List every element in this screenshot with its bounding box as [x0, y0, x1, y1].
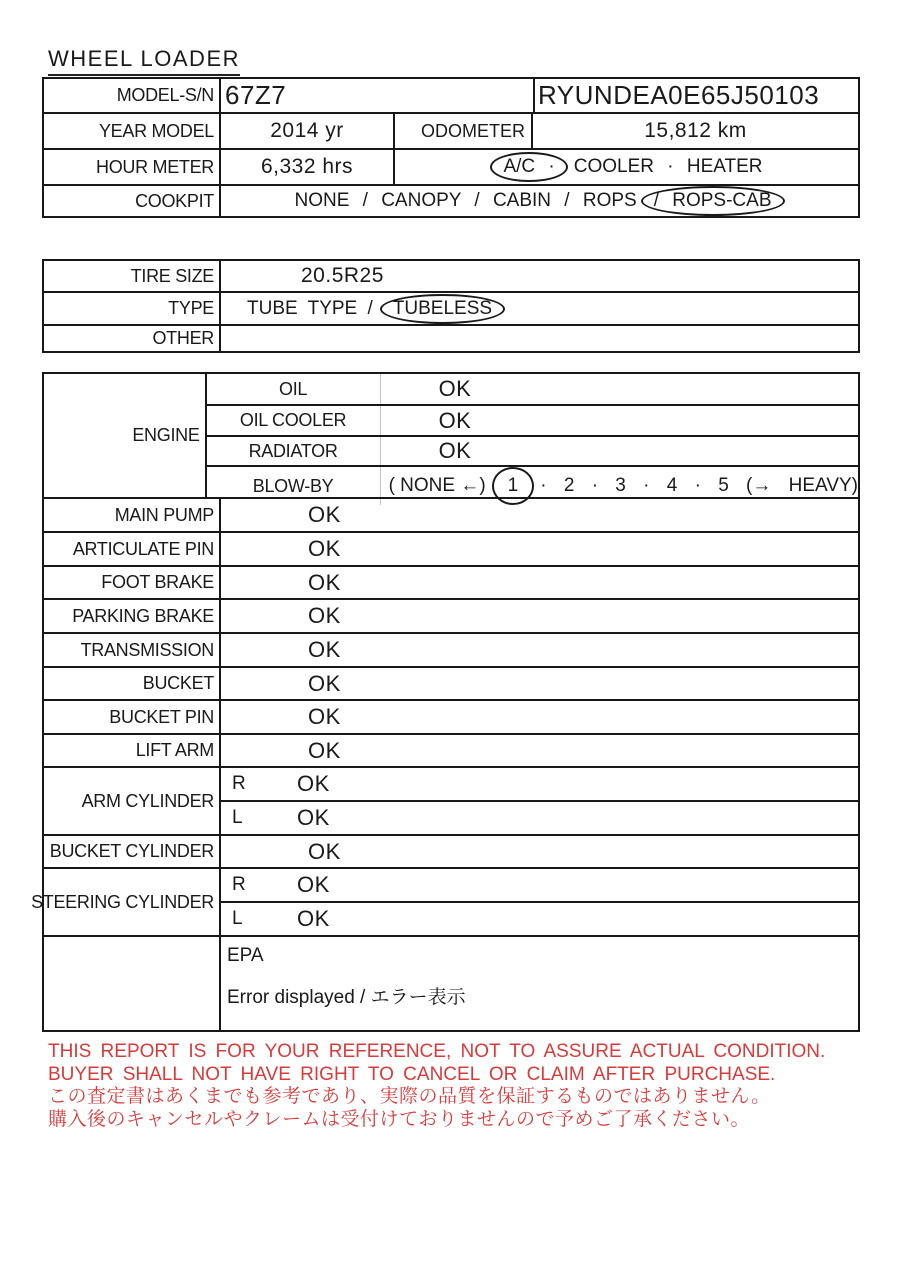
disclaimer-line-4: 購入後のキャンセルやクレームは受付けておりませんので予めご了承ください。: [48, 1108, 751, 1130]
engine-radiator-label: RADIATOR: [207, 437, 381, 465]
tire-type-row: [44, 291, 858, 324]
tire-other-value: [221, 326, 858, 351]
model-sn-row: [44, 79, 858, 112]
arm-cylinder-label: ARM CYLINDER: [44, 768, 221, 834]
articulate-pin-value: OK: [308, 536, 341, 561]
tire-other-row: [44, 324, 858, 351]
hour-meter-label: HOUR METER: [44, 150, 221, 184]
tire-size-row: [44, 261, 858, 291]
odometer-value: 15,812 km: [644, 119, 747, 142]
engine-blowby-label: BLOW-BY: [207, 467, 381, 505]
arm-cylinder-right-side: R: [232, 773, 246, 794]
inspection-table: [31, 372, 860, 1032]
ac-cooler-heater-options: [395, 150, 858, 184]
arm-cylinder-left-value: OK: [297, 805, 330, 830]
notes-label-empty: [44, 937, 221, 1030]
notes-row: [44, 935, 858, 1030]
articulate-pin-label: ARTICULATE PIN: [44, 533, 221, 565]
notes-line-epa: EPA: [227, 945, 264, 966]
bucket-pin-label: BUCKET PIN: [44, 701, 221, 733]
ac-options-rest: COOLER · HEATER: [573, 156, 763, 177]
engine-radiator-value: OK: [438, 438, 472, 463]
cockpit-label: COOKPIT: [44, 186, 221, 216]
tire-size-value: 20.5R25: [301, 264, 384, 287]
tire-type-value: [221, 293, 858, 324]
header-table: [42, 77, 860, 218]
bucket-row: [44, 666, 858, 699]
bucket-value: OK: [308, 670, 341, 696]
engine-label: ENGINE: [44, 374, 207, 497]
engine-oil-value: OK: [438, 376, 472, 401]
disclaimer-line-3: この査定書はあくまでも参考であり、実際の品質を保証するものではありません。: [48, 1086, 771, 1107]
steering-cylinder-label: STEERING CYLINDER: [44, 869, 221, 935]
cockpit-row: [44, 184, 858, 216]
year-odometer-row: [44, 112, 858, 148]
ac-selected-circle-mark: A/C ·: [490, 152, 567, 182]
articulate-pin-row: [44, 531, 858, 565]
lift-arm-row: [44, 733, 858, 766]
engine-oil-label: OIL: [207, 374, 381, 404]
page-title: WHEEL LOADER: [48, 46, 240, 76]
engine-section: [44, 374, 858, 497]
steering-cylinder-section: [31, 867, 858, 935]
bucket-cylinder-value: OK: [308, 838, 341, 864]
transmission-row: [44, 632, 858, 666]
serial-number-value: RYUNDEA0E65J50103: [538, 80, 820, 110]
foot-brake-row: [44, 565, 858, 598]
arm-cylinder-right-row: [221, 768, 858, 800]
parking-brake-value: OK: [308, 603, 341, 628]
model-value: 67Z7: [221, 79, 535, 112]
lift-arm-label: LIFT ARM: [44, 735, 221, 766]
steering-cylinder-left-value: OK: [297, 906, 330, 931]
disclaimer-line-2: BUYER SHALL NOT HAVE RIGHT TO CANCEL OR CLAIM AFTER PURCHASE.: [48, 1063, 776, 1085]
year-model-label: YEAR MODEL: [44, 114, 221, 148]
arm-cylinder-left-side: L: [232, 807, 243, 828]
bucket-cylinder-label: BUCKET CYLINDER: [44, 836, 221, 867]
bucket-label: BUCKET: [44, 668, 221, 699]
hour-meter-row: [44, 148, 858, 184]
engine-oil-cooler-row: [207, 404, 858, 435]
hour-meter-value: 6,332 hrs: [221, 150, 395, 184]
steering-cylinder-left-row: [221, 901, 858, 935]
tire-type-label: TYPE: [44, 293, 221, 324]
engine-radiator-row: [207, 435, 858, 465]
bucket-pin-value: OK: [308, 704, 341, 729]
year-model-value: 2014 yr: [221, 114, 395, 148]
model-sn-label: MODEL-S/N: [44, 79, 221, 112]
bucket-pin-row: [44, 699, 858, 733]
steering-cylinder-right-value: OK: [297, 872, 330, 897]
arm-cylinder-section: [44, 766, 858, 834]
parking-brake-label: PARKING BRAKE: [44, 600, 221, 632]
cockpit-options-list: NONE / CANOPY / CABIN / ROPS: [294, 190, 637, 211]
blow-by-none-label: ( NONE ←): [388, 475, 486, 496]
tube-type-option: TUBE TYPE /: [247, 297, 373, 319]
tire-other-label: OTHER: [44, 326, 221, 351]
cockpit-selected-circle-mark: / ROPS-CAB: [641, 186, 785, 216]
engine-oil-cooler-label: OIL COOLER: [207, 406, 381, 435]
main-pump-row: [44, 497, 858, 531]
disclaimer-text: [48, 1041, 825, 1131]
transmission-label: TRANSMISSION: [44, 634, 221, 666]
bucket-cylinder-row: [44, 834, 858, 867]
main-pump-value: OK: [308, 502, 341, 527]
notes-cell: [221, 937, 858, 1030]
parking-brake-row: [44, 598, 858, 632]
engine-oil-row: [207, 374, 858, 404]
cockpit-options: [221, 186, 858, 216]
tubeless-selected-circle-mark: TUBELESS: [380, 294, 505, 324]
tire-size-label: TIRE SIZE: [44, 261, 221, 291]
engine-oil-cooler-value: OK: [438, 407, 472, 433]
steering-cylinder-left-side: L: [232, 908, 243, 929]
arm-cylinder-left-row: [221, 800, 858, 834]
notes-line-error: Error displayed / エラー表示: [227, 987, 466, 1008]
transmission-value: OK: [308, 637, 341, 662]
lift-arm-value: OK: [308, 737, 341, 763]
foot-brake-label: FOOT BRAKE: [44, 567, 221, 598]
foot-brake-value: OK: [308, 569, 341, 595]
odometer-label: ODOMETER: [395, 114, 533, 148]
arm-cylinder-right-value: OK: [297, 771, 330, 796]
disclaimer-line-1: THIS REPORT IS FOR YOUR REFERENCE, NOT TO ASSURE ACTUAL CONDITION.: [48, 1041, 826, 1062]
steering-cylinder-right-side: R: [232, 874, 246, 895]
steering-cylinder-right-row: [221, 869, 858, 901]
blow-by-heavy-label: · 2 · 3 · 4 · 5 (→ HEAVY): [540, 475, 858, 496]
tire-table: [42, 259, 860, 353]
blow-by-selected-circle-mark: 1: [492, 467, 535, 505]
main-pump-label: MAIN PUMP: [44, 499, 221, 531]
